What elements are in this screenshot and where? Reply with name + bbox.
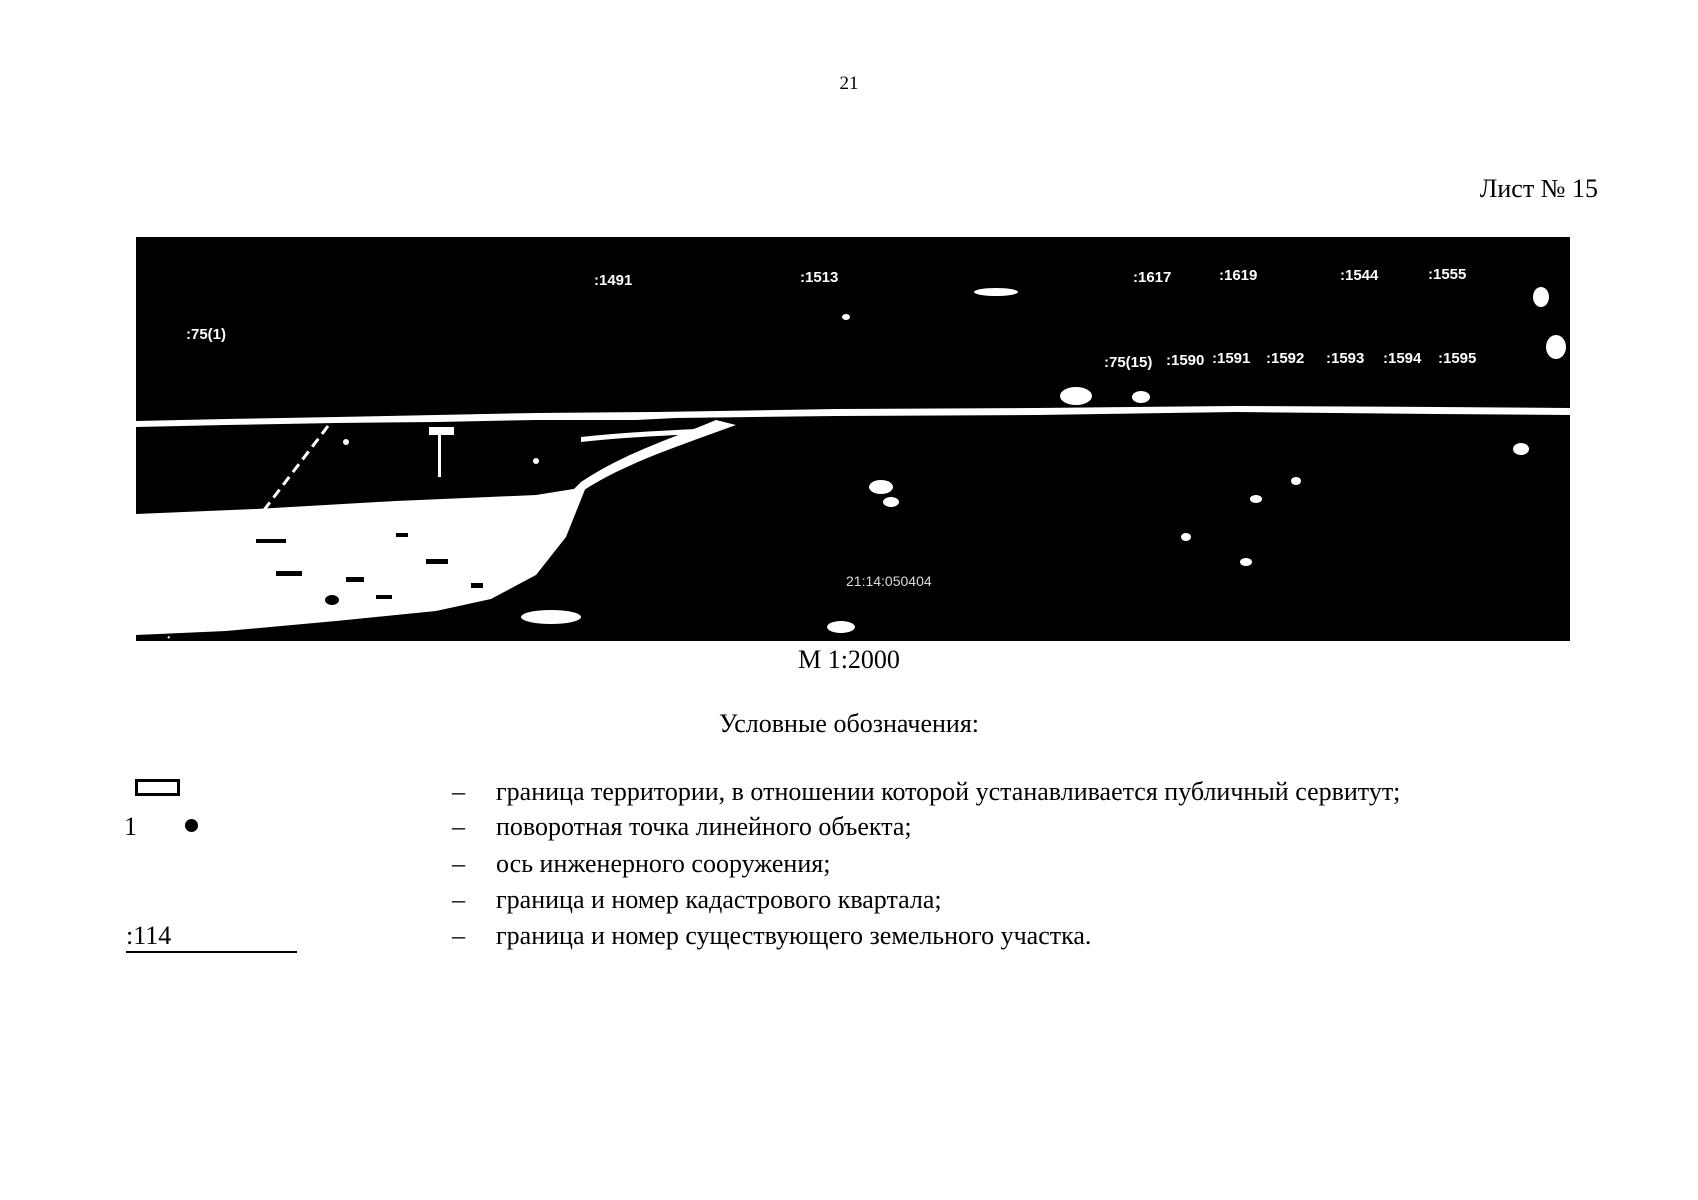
turning-point-symbol	[185, 819, 198, 832]
map-label: :75(15)	[1104, 354, 1153, 371]
legend-row	[0, 777, 1698, 809]
legend-row	[0, 849, 1698, 881]
legend-text: граница и номер кадастрового квартала;	[496, 885, 942, 914]
map-label: :1555	[1428, 266, 1467, 283]
map-label: :1592	[1266, 350, 1305, 367]
legend-symbol	[120, 885, 310, 917]
map-label: :1617	[1133, 269, 1172, 286]
legend-dash: –	[452, 777, 465, 806]
legend-row	[0, 885, 1698, 917]
sheet-label: Лист № 15	[1479, 174, 1598, 203]
legend-dash: –	[452, 849, 465, 878]
map-label: :1544	[1340, 267, 1379, 284]
legend-text: ось инженерного сооружения;	[496, 849, 831, 878]
legend-dash: –	[452, 812, 465, 841]
servitude-boundary-symbol	[135, 779, 180, 796]
map-label: :1595	[1438, 350, 1477, 367]
parcel-boundary-symbol	[126, 951, 297, 953]
legend-text: граница и номер существующего земельного участка.	[496, 921, 1092, 950]
legend-title: Условные обозначения:	[718, 709, 980, 738]
map-label: :1591	[1212, 350, 1251, 367]
point-number: 1	[124, 812, 137, 841]
map-label: :1619	[1219, 267, 1258, 284]
legend-symbol	[120, 849, 310, 881]
map-label: :1513	[800, 269, 839, 286]
map-fragment	[136, 237, 1570, 641]
map-label: :75(1)	[186, 326, 227, 343]
legend-text: граница территории, в отношении которой устанавливается публичный сервитут;	[496, 777, 1401, 806]
map-image	[136, 237, 1570, 641]
parcel-number: :114	[126, 921, 172, 950]
legend-symbol	[120, 777, 310, 809]
legend-symbol	[120, 921, 310, 953]
map-scale: М 1:2000	[798, 645, 900, 674]
legend-text: поворотная точка линейного объекта;	[496, 812, 912, 841]
map-label: :1590	[1166, 352, 1205, 369]
legend-symbol	[120, 812, 310, 844]
legend-dash: –	[452, 921, 465, 950]
page-number: 21	[839, 73, 859, 94]
map-quarter-label: 21:14:050404	[846, 573, 932, 589]
map-label: :1593	[1326, 350, 1365, 367]
map-label: :1491	[594, 272, 633, 289]
legend-row	[0, 921, 1698, 953]
legend-row	[0, 812, 1698, 844]
legend-dash: –	[452, 885, 465, 914]
map-label: :1594	[1383, 350, 1422, 367]
